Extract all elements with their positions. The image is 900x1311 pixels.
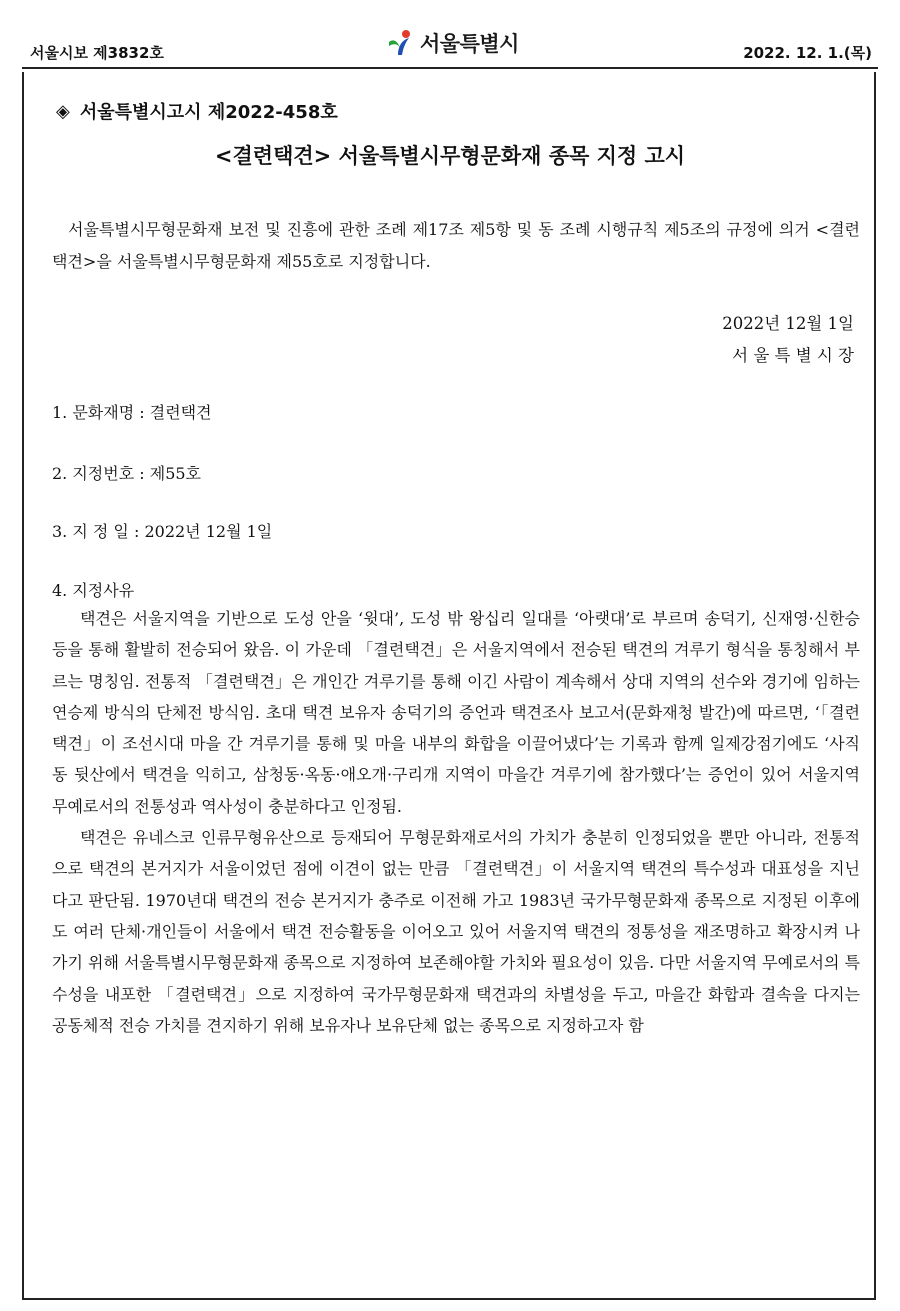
reason-heading: 4. 지정사유 bbox=[52, 581, 135, 600]
notice-number bbox=[56, 98, 338, 124]
reason-paragraph-2 bbox=[52, 822, 860, 1041]
reason-paragraph-1 bbox=[52, 603, 860, 822]
header-rule bbox=[22, 67, 878, 69]
intro-paragraph bbox=[52, 214, 860, 278]
signature-block bbox=[722, 308, 854, 372]
notice-number-text: 서울특별시고시 제2022-458호 bbox=[79, 102, 338, 123]
signer: 서 울 특 별 시 장 bbox=[732, 346, 854, 365]
item-date: 3. 지 정 일 : 2022년 12월 1일 bbox=[52, 522, 273, 541]
seoul-emblem-icon bbox=[386, 28, 416, 58]
reason-text-1: 택견은 서울지역을 기반으로 도성 안을 ‘윗대’, 도성 밖 왕십리 일대를 ‘아랫대’로 부르며 송덕기, 신재영·신한승 등을 통해 활발히 전승되어 왔음. 이 가운데 「결련택견」은 서울지역에서 전승된 택견의 겨루기 형식을 통칭해서 부르는 명칭임. 전통적 「결련택견」은 개인간 겨루기를 통해 이긴 사람이 계속해서 상대 지역의 선수와 경기에 임하는 연승제 방식의 단체전 방식임. 초대 택견 보유자 송덕기의 증언과 택견조사 보고서(문화재청 발간)에 따르면, ‘「결련택견」이 조선시대 마을 간 겨루기를 통해 및 마을 내부의 화합을 이끌어냈다’는 기록과 함께 일제강점기에도 ‘사직동 뒷산에서 택견을 익히고, 삼청동·옥동·애오개·구리개 지역이 마을간 겨루기에 참가했다’는 증언이 있어 서울지역 무예로서의 전통성과 역사성이 충분하다고 인정됨. bbox=[52, 609, 860, 816]
diamond-bullet-icon: ◈ bbox=[56, 100, 70, 122]
gazette-date: 2022. 12. 1.(목) bbox=[743, 44, 872, 62]
item-number: 2. 지정번호 : 제55호 bbox=[52, 464, 202, 483]
reason-text-2: 택견은 유네스코 인류무형유산으로 등재되어 무형문화재로서의 가치가 충분히 인정되었을 뿐만 아니라, 전통적으로 택견의 본거지가 서울이었던 점에 이견이 없는 만큼 「결련택견」이 서울지역 택견의 특수성과 대표성을 지닌다고 판단됨. 1970년대 택견의 전승 본거지가 충주로 이전해 가고 1983년 국가무형문화재 종목으로 지정된 이후에도 여러 단체·개인들이 서울에서 택견 전승활동을 이어오고 있어 서울지역 택견의 정통성을 재조명하고 확장시켜 나가기 위해 서울특별시무형문화재 종목으로 지정하여 보존해야할 가치와 필요성이 있음. 다만 서울지역 무예로서의 특수성을 내포한 「결련택견」으로 지정하여 국가무형문화재 택견과의 차별성을 두고, 마을간 화합과 결속을 다지는 공동체적 전승 가치를 견지하기 위해 보유자나 보유단체 없는 종목으로 지정하고자 함 bbox=[52, 828, 861, 1035]
seoul-logo bbox=[386, 28, 519, 58]
gazette-issue: 서울시보 제3832호 bbox=[30, 44, 164, 62]
intro-text: 서울특별시무형문화재 보전 및 진흥에 관한 조례 제17조 제5항 및 동 조례 시행규칙 제5조의 규정에 의거 <결련택견>을 서울특별시무형문화재 제55호로 지정합니다. bbox=[52, 220, 860, 271]
sign-date: 2022년 12월 1일 bbox=[722, 314, 854, 333]
logo-text: 서울특별시 bbox=[420, 32, 519, 56]
reason-body bbox=[52, 603, 860, 1041]
item-name: 1. 문화재명 : 결련택견 bbox=[52, 403, 212, 422]
notice-title: <결련택견> 서울특별시무형문화재 종목 지정 고시 bbox=[214, 144, 686, 168]
